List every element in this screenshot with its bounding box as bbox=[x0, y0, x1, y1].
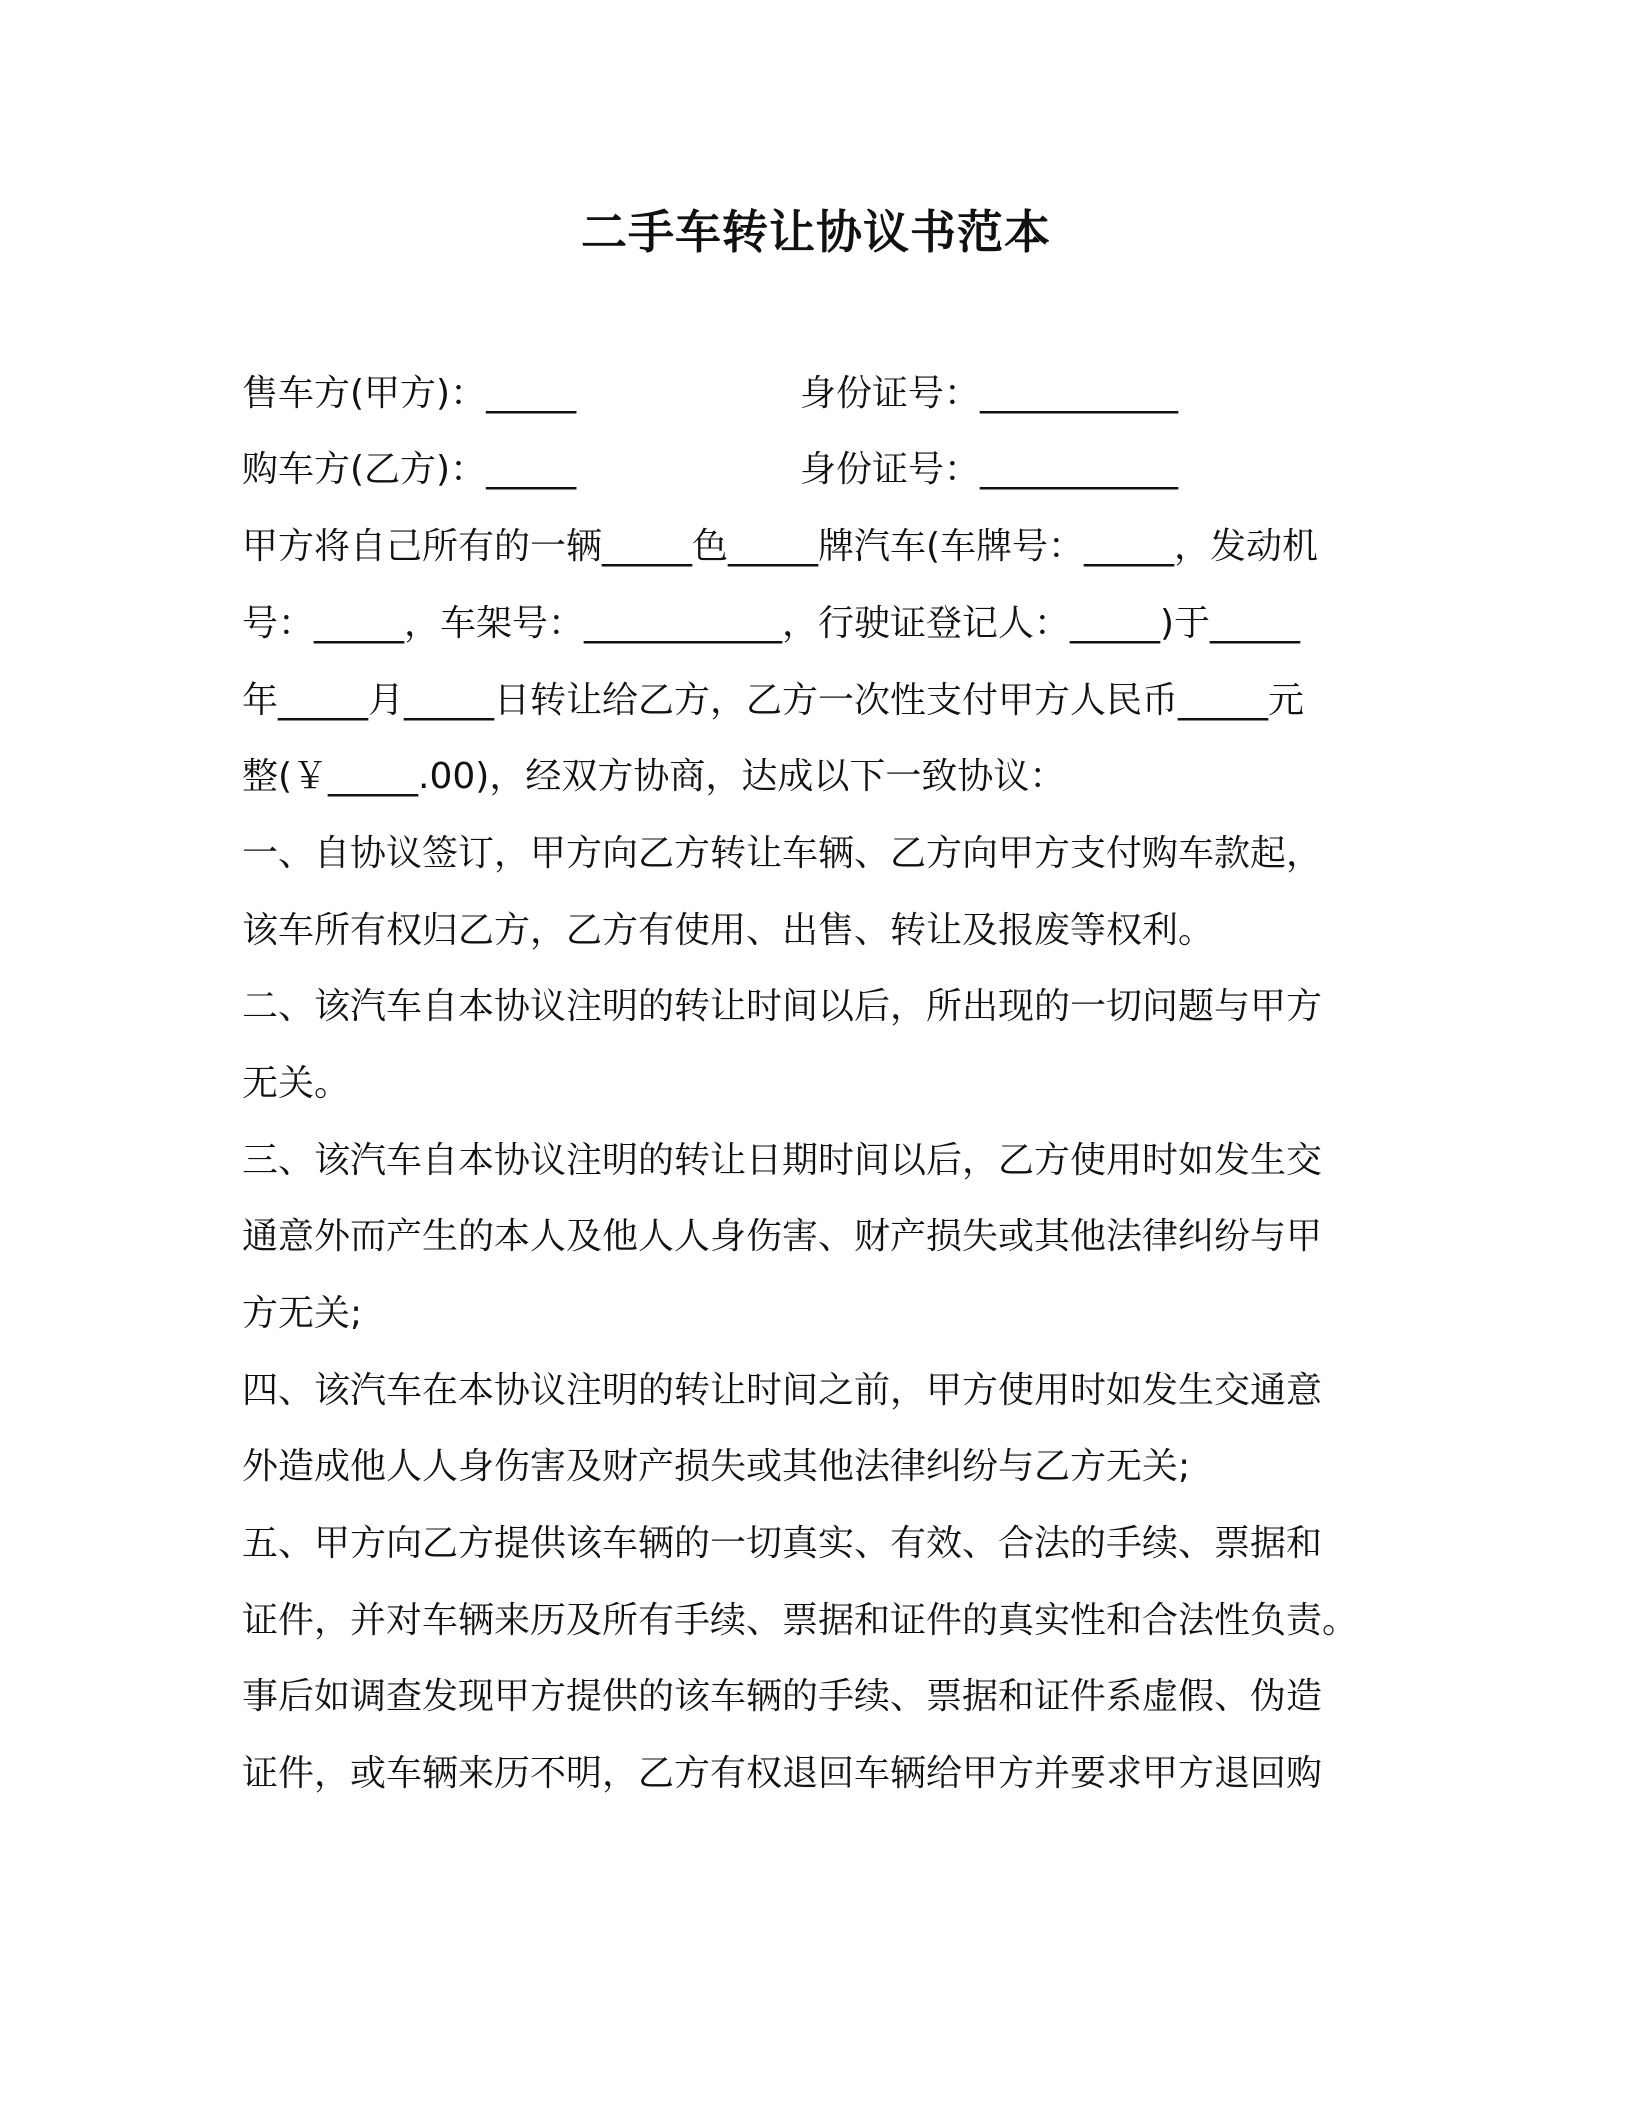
clause-4-line: 四、该汽车在本协议注明的转让时间之前，甲方使用时如发生交通意 bbox=[242, 1370, 1323, 1411]
clause-5-line: 证件，或车辆来历不明，乙方有权退回车辆给甲方并要求甲方退回购 bbox=[242, 1753, 1323, 1794]
clause-3-line: 方无关; bbox=[242, 1293, 363, 1334]
body-line: 整(￥_____.00)，经双方协商，达成以下一致协议： bbox=[242, 756, 1066, 797]
clause-3-line: 三、该汽车自本协议注明的转让日期时间以后，乙方使用时如发生交 bbox=[242, 1140, 1323, 1181]
body-line: 甲方将自己所有的一辆_____色_____牌汽车(车牌号：_____，发动机 bbox=[242, 526, 1319, 567]
seller-field: 售车方(甲方)：_____ bbox=[242, 373, 577, 414]
clause-4-line: 外造成他人人身伤害及财产损失或其他法律纠纷与乙方无关; bbox=[242, 1446, 1191, 1487]
clause-2-line: 二、该汽车自本协议注明的转让时间以后，所出现的一切问题与甲方 bbox=[242, 986, 1323, 1027]
clause-1-line: 该车所有权归乙方，乙方有使用、出售、转让及报废等权利。 bbox=[242, 910, 1215, 951]
clause-2-line: 无关。 bbox=[242, 1063, 351, 1104]
clause-3-line: 通意外而产生的本人及他人人身伤害、财产损失或其他法律纠纷与甲 bbox=[242, 1216, 1323, 1257]
body-line: 号：_____，车架号：___________，行驶证登记人：_____)于_____ bbox=[242, 603, 1301, 644]
buyer-id-field: 身份证号：___________ bbox=[800, 449, 1179, 490]
clause-1-line: 一、自协议签订，甲方向乙方转让车辆、乙方向甲方支付购车款起， bbox=[242, 833, 1323, 874]
seller-id-field: 身份证号：___________ bbox=[800, 373, 1179, 414]
clause-5-line: 证件，并对车辆来历及所有手续、票据和证件的真实性和合法性负责。 bbox=[242, 1600, 1359, 1641]
body-line: 年_____月_____日转让给乙方，乙方一次性支付甲方人民币_____元 bbox=[242, 680, 1305, 721]
clause-5-line: 事后如调查发现甲方提供的该车辆的手续、票据和证件系虚假、伪造 bbox=[242, 1676, 1323, 1717]
buyer-field: 购车方(乙方)：_____ bbox=[242, 449, 577, 490]
document-title: 二手车转让协议书范本 bbox=[581, 205, 1051, 259]
clause-5-line: 五、甲方向乙方提供该车辆的一切真实、有效、合法的手续、票据和 bbox=[242, 1523, 1323, 1564]
